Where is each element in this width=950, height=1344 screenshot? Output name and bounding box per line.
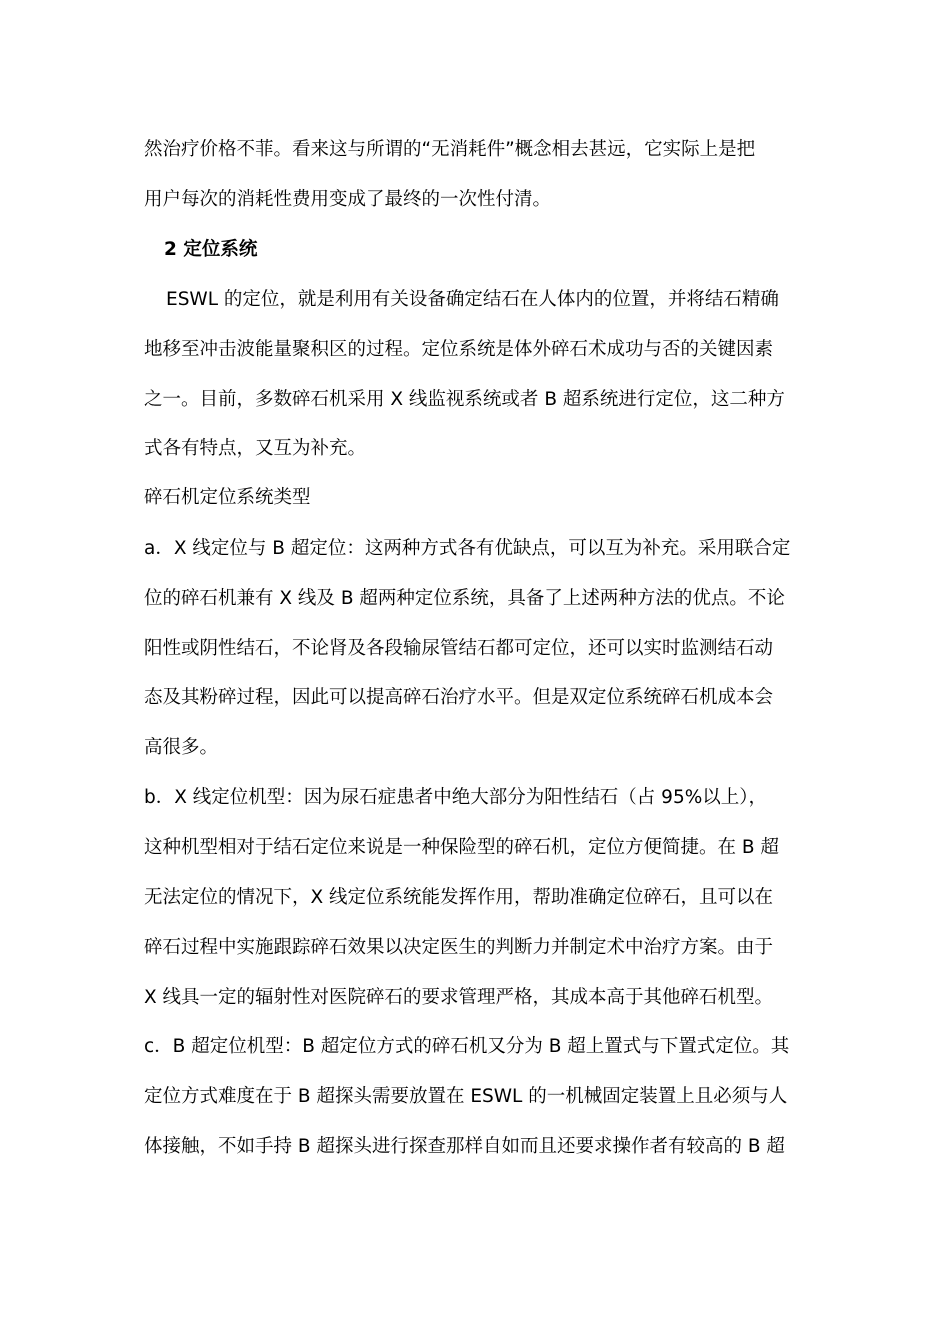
text-line: c．B 超定位机型：B 超定位方式的碎石机又分为 B 超上置式与下置式定位。其 [144,1036,790,1057]
text-line: a．X 线定位与 B 超定位：这两种方式各有优缺点，可以互为补充。采用联合定 [144,538,791,559]
text-line: 之一。目前，多数碎石机采用 X 线监视系统或者 B 超系统进行定位，这二种方 [144,389,785,410]
text-line: 用户每次的消耗性费用变成了最终的一次性付清。 [144,189,552,210]
text-line: 这种机型相对于结石定位来说是一种保险型的碎石机，定位方便简捷。在 B 超 [144,837,779,858]
text-line: 态及其粉碎过程，因此可以提高碎石治疗水平。但是双定位系统碎石机成本会 [144,687,774,708]
text-line: 阳性或阴性结石，不论肾及各段输尿管结石都可定位，还可以实时监测结石动 [144,638,774,659]
text-line: 然治疗价格不菲。看来这与所谓的“无消耗件”概念相去甚远，它实际上是把 [144,139,756,160]
text-line: 式各有特点，又互为补充。 [144,438,367,459]
text-line: 体接触，不如手持 B 超探头进行探查那样自如而且还要求操作者有较高的 B 超 [144,1136,785,1157]
text-line: 地移至冲击波能量聚积区的过程。定位系统是体外碎石术成功与否的关键因素 [144,339,774,360]
text-line: 无法定位的情况下，X 线定位系统能发挥作用，帮助准确定位碎石，且可以在 [144,887,774,908]
text-line: 碎石过程中实施跟踪碎石效果以决定医生的判断力并制定术中治疗方案。由于 [144,937,774,958]
text-line: 高很多。 [144,737,219,758]
text-line: 定位方式难度在于 B 超探头需要放置在 ESWL 的一机械固定装置上且必须与人 [144,1086,788,1107]
subheading: 碎石机定位系统类型 [144,487,311,508]
text-line: X 线具一定的辐射性对医院碎石的要求管理严格，其成本高于其他碎石机型。 [144,987,774,1008]
text-line: 位的碎石机兼有 X 线及 B 超两种定位系统，具备了上述两种方法的优点。不论 [144,588,785,609]
section-heading: 2 定位系统 [164,239,258,260]
text-line: ESWL 的定位，就是利用有关设备确定结石在人体内的位置，并将结石精确 [166,289,779,310]
text-line: b．X 线定位机型：因为尿石症患者中绝大部分为阳性结石（占 95%以上）， [144,787,768,808]
